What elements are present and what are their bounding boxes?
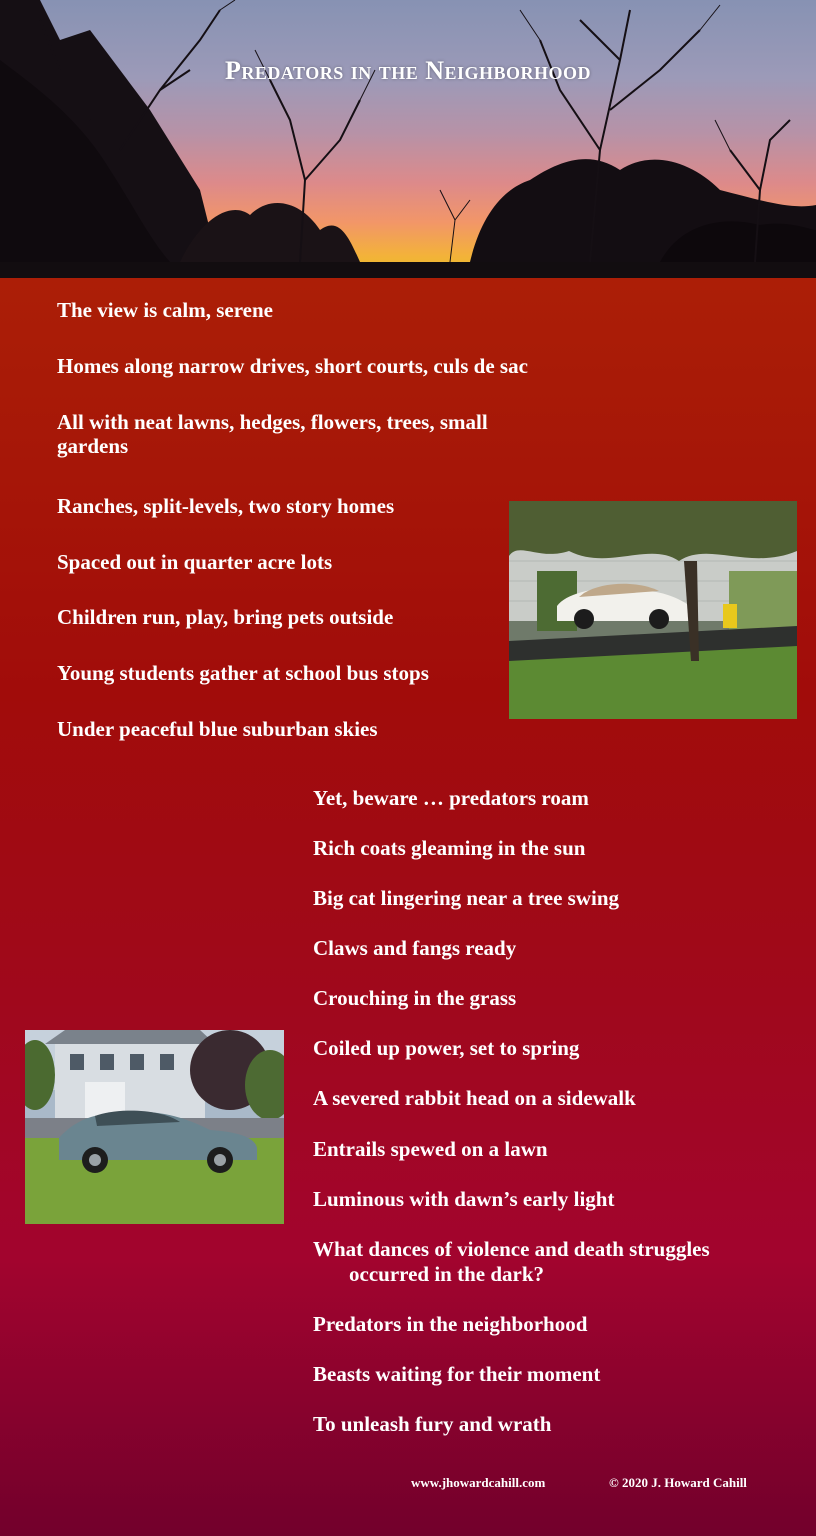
poem-line: All with neat lawns, hedges, flowers, trees, small gardens: [57, 410, 488, 458]
poem-line: Big cat lingering near a tree swing: [313, 886, 620, 910]
header-sunset-image: [0, 0, 816, 278]
poem-line: Spaced out in quarter acre lots: [57, 550, 333, 574]
website-url: www.jhowardcahill.com: [411, 1475, 546, 1490]
blue-sedan-photo: [25, 1030, 284, 1224]
poem-line: Coiled up power, set to spring: [313, 1036, 580, 1060]
poem-line: Entrails spewed on a lawn: [313, 1137, 548, 1161]
poem-line: Under peaceful blue suburban skies: [57, 717, 378, 741]
tree-silhouette-graphic: [0, 0, 816, 278]
poem-line: Luminous with dawn’s early light: [313, 1187, 615, 1211]
poem-line: Beasts waiting for their moment: [313, 1362, 601, 1386]
poem-line: The view is calm, serene: [57, 298, 273, 322]
poem-line: Claws and fangs ready: [313, 936, 517, 960]
poem-line: Children run, play, bring pets outside: [57, 605, 394, 629]
poem-line: What dances of violence and death struggles: [313, 1237, 710, 1261]
copyright-notice: © 2020 J. Howard Cahill: [609, 1475, 747, 1490]
white-convertible-photo: [509, 501, 797, 719]
poem-line: A severed rabbit head on a sidewalk: [313, 1086, 636, 1110]
poem-line: Ranches, split-levels, two story homes: [57, 494, 395, 518]
poem-line: Yet, beware … predators roam: [313, 786, 589, 810]
poem-line: To unleash fury and wrath: [313, 1412, 552, 1436]
poem-line: Young students gather at school bus stops: [57, 661, 429, 685]
poem-line: Predators in the neighborhood: [313, 1312, 588, 1336]
poem-line: Crouching in the grass: [313, 986, 517, 1010]
poem-line-continuation: occurred in the dark?: [349, 1262, 545, 1286]
poem-line: Rich coats gleaming in the sun: [313, 836, 586, 860]
poem-title: Predators in the Neighborhood: [224, 56, 592, 85]
poem-line: Homes along narrow drives, short courts, culs de sac: [57, 354, 528, 378]
